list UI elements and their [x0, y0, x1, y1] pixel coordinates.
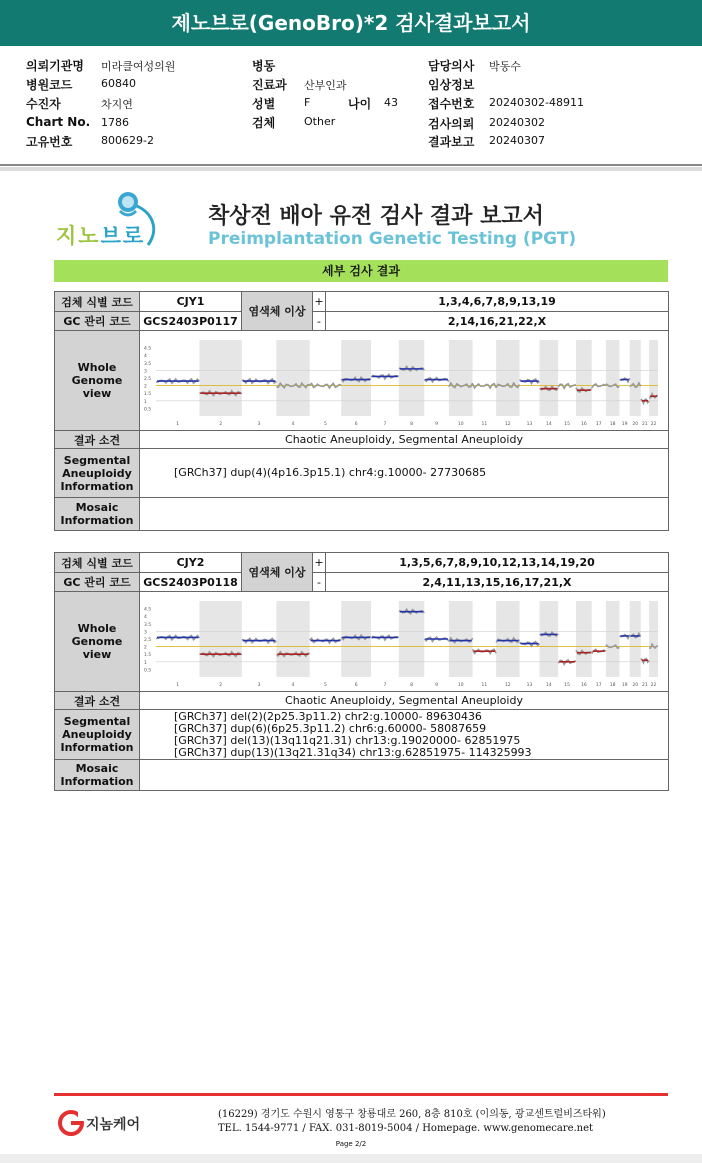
x-tick-label: 12: [504, 682, 511, 688]
label-cell: 결과 소견: [55, 692, 140, 710]
y-tick-label: 4.5: [144, 607, 152, 613]
chromosome-band: [649, 340, 658, 416]
chromosome-band: [449, 340, 473, 416]
y-tick-label: 0.5: [144, 406, 152, 412]
label-cell: 검체 식별 코드: [55, 553, 140, 573]
label-cell: 결과 소견: [55, 431, 140, 449]
chromosome-band: [199, 601, 241, 677]
chromosome-band: [449, 601, 473, 677]
header-label: 결과보고: [428, 135, 475, 149]
footer-address: (16229) 경기도 수원시 영통구 창룡대로 260, 8층 810호 (이의동, 광교센트럴비즈타워): [218, 1109, 606, 1120]
chromosome-band: [276, 601, 309, 677]
header-value: 20240307: [489, 134, 545, 147]
bottom-strip: [0, 1154, 702, 1163]
header-value: 산부인과: [304, 79, 347, 92]
genomecare-logo: [58, 1108, 148, 1138]
y-tick-label: 2: [144, 384, 147, 390]
x-tick-label: 9: [435, 421, 439, 427]
header-label: 접수번호: [428, 97, 475, 111]
segmental-info: [140, 449, 669, 498]
header-label: 검체: [252, 116, 276, 130]
whole-genome-chart: [142, 593, 666, 691]
x-tick-label: 22: [650, 682, 657, 688]
x-tick-label: 12: [504, 421, 511, 427]
label-cell: Whole Genome view: [55, 331, 140, 431]
footer-divider: [54, 1093, 668, 1096]
x-tick-label: 13: [526, 421, 533, 427]
chromosome-band: [630, 340, 641, 416]
gc-code: GCS2403P0118: [140, 573, 242, 592]
header-label: Chart No.: [26, 115, 91, 129]
result-text: Chaotic Aneuploidy, Segmental Aneuploidy: [140, 692, 669, 710]
mosaic-info: [140, 498, 669, 531]
y-tick-label: 3: [144, 368, 147, 374]
x-tick-label: 13: [526, 682, 533, 688]
sample-id: CJY2: [140, 553, 242, 573]
sample-id: CJY1: [140, 292, 242, 312]
chromosome-band: [540, 340, 559, 416]
sample-result-table: [54, 291, 669, 531]
chromosome-band: [606, 340, 620, 416]
x-tick-label: 10: [457, 682, 464, 688]
header-value: Other: [304, 115, 336, 128]
header-value: 20240302: [489, 116, 545, 129]
y-tick-label: 0.5: [144, 667, 152, 673]
y-tick-label: 1: [144, 660, 147, 666]
x-tick-label: 21: [642, 682, 648, 688]
header-value: 800629-2: [101, 134, 154, 147]
x-tick-label: 10: [457, 421, 464, 427]
header-label: 고유번호: [26, 135, 73, 149]
chromosome-band: [576, 601, 592, 677]
x-tick-label: 1: [176, 682, 180, 688]
y-tick-label: 3.5: [144, 361, 152, 367]
segmental-line: [GRCh37] dup(13)(13q21.31q34) chr13:g.62851975- 114325993: [174, 745, 532, 759]
header-value: 20240302-48911: [489, 96, 584, 109]
chromosome-band: [606, 601, 620, 677]
x-tick-label: 16: [581, 421, 587, 427]
label-cell: GC 관리 코드: [55, 312, 140, 331]
label-cell: 검체 식별 코드: [55, 292, 140, 312]
header-value: 1786: [101, 116, 129, 129]
x-tick-label: 8: [410, 421, 413, 427]
x-tick-label: 1: [176, 421, 180, 427]
label-cell: 염색체 이상: [242, 553, 313, 592]
x-tick-label: 9: [435, 682, 439, 688]
x-tick-label: 2: [219, 682, 223, 688]
sample-result-table: [54, 552, 669, 791]
x-tick-label: 14: [546, 682, 552, 688]
report-heading-english: Preimplantation Genetic Testing (PGT): [208, 229, 577, 249]
header-value: 60840: [101, 77, 136, 90]
chromosome-band: [496, 340, 519, 416]
header-value: 미라클여성의원: [101, 60, 176, 73]
header-value: 차지연: [101, 98, 133, 111]
chromosome-band: [399, 340, 424, 416]
segmental-line: [GRCh37] dup(4)(4p16.3p15.1) chr4:g.10000- 27730685: [174, 466, 487, 479]
x-tick-label: 19: [621, 682, 628, 688]
x-tick-label: 2: [219, 421, 223, 427]
x-tick-label: 14: [546, 421, 552, 427]
chromosome-band: [649, 601, 658, 677]
x-tick-label: 18: [609, 421, 616, 427]
footer-contact: [218, 1108, 606, 1136]
header-label: 의뢰기관명: [26, 59, 84, 73]
logo-text-blue: 브로: [100, 224, 146, 248]
logo-text: [56, 220, 145, 250]
y-tick-label: 1: [144, 399, 147, 405]
chromosome-band: [199, 340, 241, 416]
x-tick-label: 16: [581, 682, 587, 688]
plus-sign: +: [313, 553, 326, 573]
genomecare-logo-icon: [58, 1110, 84, 1136]
header-label: 병원코드: [26, 78, 73, 92]
chromosome-band: [576, 340, 592, 416]
label-cell: Mosaic Information: [55, 498, 140, 531]
mosaic-info: [140, 760, 669, 791]
logo-text-green: 지노: [56, 224, 101, 248]
x-tick-label: 11: [481, 682, 488, 688]
header-value: 43: [384, 96, 398, 109]
minus-sign: -: [313, 573, 326, 592]
chromosome-band: [276, 340, 309, 416]
label-cell: Segmental Aneuploidy Information: [55, 710, 140, 760]
x-tick-label: 17: [595, 421, 602, 427]
section-title: 세부 검사 결과: [54, 260, 668, 282]
y-tick-label: 3: [144, 629, 147, 635]
y-tick-label: 2.5: [144, 637, 152, 643]
footer-phone: TEL. 1544-9771 / FAX. 031-8019-5004 / Homepage. www.genomecare.net: [218, 1123, 594, 1134]
label-cell: Segmental Aneuploidy Information: [55, 449, 140, 498]
loss-chromosomes: 2,14,16,21,22,X: [326, 312, 669, 331]
x-tick-label: 3: [257, 421, 261, 427]
x-tick-label: 7: [383, 682, 387, 688]
x-tick-label: 20: [632, 682, 639, 688]
report-title: 제노브로(GenoBro)*2 검사결과보고서: [0, 0, 702, 46]
chromosome-band: [341, 601, 371, 677]
header-label: 나이: [348, 97, 372, 111]
y-tick-label: 4: [144, 614, 147, 620]
gain-chromosomes: 1,3,4,6,7,8,9,13,19: [326, 292, 669, 312]
company-name: 지놈케어: [86, 1117, 141, 1133]
header-value: F: [304, 96, 311, 109]
x-tick-label: 7: [383, 421, 387, 427]
header-label: 진료과: [252, 78, 287, 92]
header-label: 성별: [252, 97, 276, 111]
whole-genome-chart: [142, 332, 666, 430]
divider: [0, 167, 702, 171]
segmental-line: [GRCh37] dup(6)(6p25.3p11.2) chr6:g.60000- 58087659: [174, 721, 487, 735]
x-tick-label: 15: [564, 421, 570, 427]
x-tick-label: 15: [564, 682, 570, 688]
x-tick-label: 17: [595, 682, 602, 688]
gain-chromosomes: 1,3,5,6,7,8,9,10,12,13,14,19,20: [326, 553, 669, 573]
minus-sign: -: [313, 312, 326, 331]
header-value: 박동수: [489, 60, 521, 73]
patient-header: [0, 50, 702, 166]
chromosome-band: [630, 601, 641, 677]
segmental-line: [GRCh37] del(2)(2p25.3p11.2) chr2:g.10000- 89630436: [174, 709, 482, 723]
x-tick-label: 19: [621, 421, 628, 427]
header-label: 검사의뢰: [428, 117, 475, 131]
x-tick-label: 20: [632, 421, 639, 427]
divider: [0, 164, 702, 166]
label-cell: 염색체 이상: [242, 292, 313, 331]
x-tick-label: 4: [291, 682, 295, 688]
x-tick-label: 18: [609, 682, 616, 688]
label-cell: Mosaic Information: [55, 760, 140, 791]
y-tick-label: 4.5: [144, 346, 152, 352]
x-tick-label: 22: [650, 421, 657, 427]
y-tick-label: 3.5: [144, 622, 152, 628]
header-label: 담당의사: [428, 59, 475, 73]
header-label: 병동: [252, 59, 276, 73]
result-text: Chaotic Aneuploidy, Segmental Aneuploidy: [140, 431, 669, 449]
page-number: Page 2/2: [335, 1140, 367, 1148]
x-tick-label: 11: [481, 421, 488, 427]
x-tick-label: 4: [291, 421, 295, 427]
chromosome-band: [540, 601, 559, 677]
x-tick-label: 21: [642, 421, 648, 427]
segmental-info: [140, 710, 669, 760]
y-tick-label: 1.5: [144, 652, 152, 658]
loss-chromosomes: 2,4,11,13,15,16,17,21,X: [326, 573, 669, 592]
x-tick-label: 3: [257, 682, 261, 688]
report-heading-korean: 착상전 배아 유전 검사 결과 보고서: [208, 204, 544, 229]
y-tick-label: 2.5: [144, 376, 152, 382]
x-tick-label: 8: [410, 682, 413, 688]
header-label: 임상정보: [428, 78, 475, 92]
label-cell: GC 관리 코드: [55, 573, 140, 592]
x-tick-label: 6: [354, 682, 358, 688]
y-tick-label: 1.5: [144, 391, 152, 397]
x-tick-label: 5: [324, 682, 327, 688]
x-tick-label: 6: [354, 421, 358, 427]
segmental-line: [GRCh37] del(13)(13q11q21.31) chr13:g.19020000- 62851975: [174, 733, 521, 747]
gc-code: GCS2403P0117: [140, 312, 242, 331]
y-tick-label: 2: [144, 645, 147, 651]
label-cell: Whole Genome view: [55, 592, 140, 692]
header-label: 수진자: [26, 97, 61, 111]
copy-number-trace: [592, 383, 606, 387]
x-tick-label: 5: [324, 421, 327, 427]
y-tick-label: 4: [144, 353, 147, 359]
plus-sign: +: [313, 292, 326, 312]
